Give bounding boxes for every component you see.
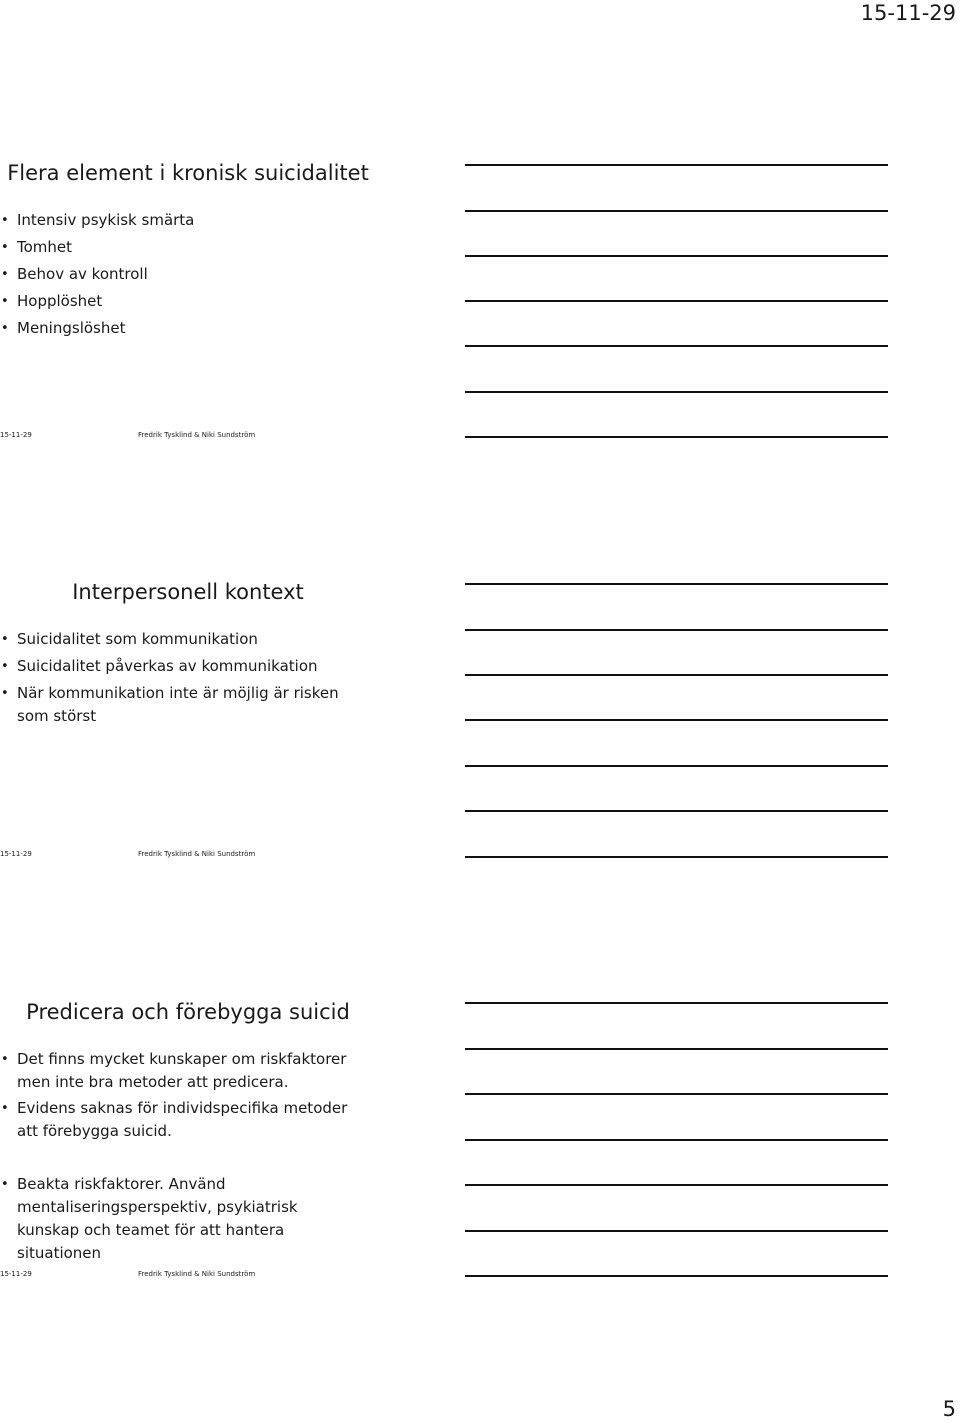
note-line — [465, 436, 888, 438]
list-item: • Suicidalitet som kommunikation — [0, 628, 340, 655]
bullet-list — [0, 1048, 360, 1265]
slide-footer-date: 15-11-29 — [0, 431, 32, 439]
note-line — [465, 1275, 888, 1277]
note-line — [465, 629, 888, 631]
bullet-list — [0, 628, 340, 728]
list-item: • Meningslöshet — [0, 317, 420, 344]
list-item: • När kommunikation inte är möjlig är risken som störst — [0, 682, 340, 728]
slide-footer-author: Fredrik Tysklind & Niki Sundström — [138, 850, 256, 858]
slide-title: Interpersonell kontext — [72, 580, 304, 604]
list-item: • Det finns mycket kunskaper om riskfaktorer men inte bra metoder att predicera. — [0, 1048, 360, 1094]
list-item: • Behov av kontroll — [0, 263, 420, 290]
note-line — [465, 765, 888, 767]
note-line — [465, 210, 888, 212]
list-item: • Hopplöshet — [0, 290, 420, 317]
note-line — [465, 300, 888, 302]
note-line — [465, 1048, 888, 1050]
note-line — [465, 1230, 888, 1232]
slide-footer-author: Fredrik Tysklind & Niki Sundström — [138, 1270, 256, 1278]
slide-3 — [0, 990, 440, 1410]
note-line — [465, 255, 888, 257]
note-line — [465, 1093, 888, 1095]
note-line — [465, 674, 888, 676]
note-line — [465, 1002, 888, 1004]
slide-2 — [0, 570, 440, 990]
list-item: • Suicidalitet påverkas av kommunikation — [0, 655, 340, 682]
list-item: • Evidens saknas för individspecifika metoder att förebygga suicid. — [0, 1097, 360, 1143]
list-item: • Tomhet — [0, 236, 420, 263]
slide-footer-date: 15-11-29 — [0, 1270, 32, 1278]
slide-title: Predicera och förebygga suicid — [26, 1000, 350, 1024]
slide-footer-author: Fredrik Tysklind & Niki Sundström — [138, 431, 256, 439]
bullet-list — [0, 209, 420, 344]
note-line — [465, 1184, 888, 1186]
slide-footer-date: 15-11-29 — [0, 850, 32, 858]
page-number: 5 — [942, 1397, 956, 1421]
list-item: • Beakta riskfaktorer. Använd mentaliseringsperspektiv, psykiatrisk kunskap och teamet för att hantera situationen — [0, 1173, 360, 1265]
slide-title: Flera element i kronisk suicidalitet — [7, 161, 369, 185]
note-line — [465, 164, 888, 166]
slide-1 — [0, 150, 440, 570]
page-date: 15-11-29 — [860, 1, 956, 25]
note-line — [465, 391, 888, 393]
note-line — [465, 719, 888, 721]
note-line — [465, 856, 888, 858]
note-line — [465, 1139, 888, 1141]
note-line — [465, 345, 888, 347]
note-line — [465, 810, 888, 812]
list-item: • Intensiv psykisk smärta — [0, 209, 420, 236]
note-line — [465, 583, 888, 585]
